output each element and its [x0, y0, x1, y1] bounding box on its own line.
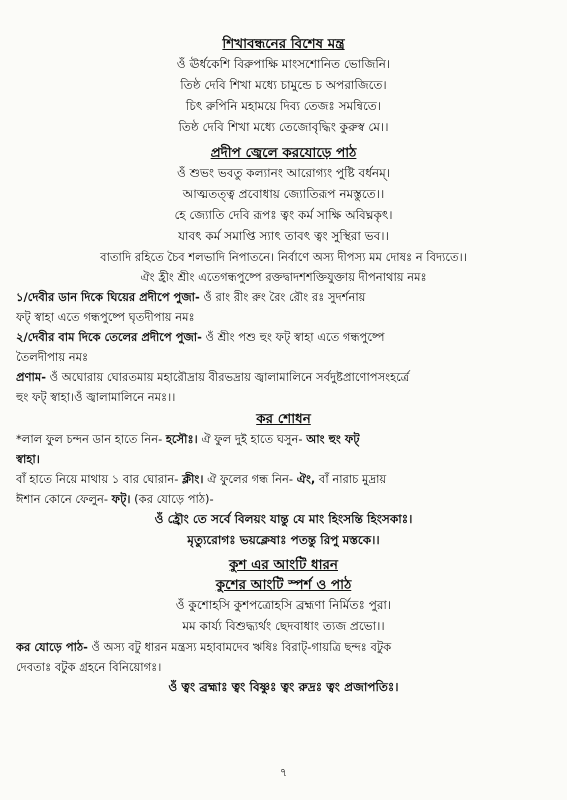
verse-line: ওঁ ত্বং ব্রহ্মাঃ ত্বং বিষ্ণুঃ ত্বং রুদ্রঃ ত্বং প্রজাপতিঃ। [168, 680, 399, 694]
item-pranam [16, 367, 551, 387]
instruction-text: বাঁ হাতে নিয়ে মাথায় ১ বার ঘোরান- [16, 472, 183, 486]
instruction-line [16, 489, 551, 509]
heading-kar-shodhan: কর শোধন [256, 411, 311, 427]
heading-shikha: শিখাবন্ধনের বিশেষ মন্ত্র [222, 36, 345, 52]
instruction-text: বাঁ নারাচ মুদ্রায় [315, 472, 387, 486]
verse-line: তিষ্ঠ দেবি শিখা মধ্যে চামুন্ডে চ অপরাজিতে। [180, 78, 387, 92]
verse-line: ওঁ ঊর্ধকেশি বিরুপাক্ষি মাংসশোনিত ভোজিনি। [176, 57, 391, 71]
instruction-line [16, 429, 551, 449]
heading-pradip: প্রদীপ জ্বেলে করযোড়ে পাঠ [210, 145, 357, 161]
item-line: দেবতাঃ বটুক গ্রহনে বিনিয়োগঃ। [16, 660, 162, 674]
verse-line: যাবৎ কর্ম সমাপ্তি স্যাৎ তাবৎ ত্বং সুস্থিরা ভব।। [178, 229, 389, 243]
mantra-word: ফট্‌। [111, 492, 131, 506]
mantra-word: হসৌঃ। [165, 432, 198, 446]
page-number: ৭ [279, 766, 288, 779]
item-lead: প্রণাম- [16, 370, 47, 384]
mantra-word: আং হুং ফট্‌ [306, 432, 360, 446]
instruction-line [16, 469, 551, 489]
verse-line: ওঁ শুভং ভবতু কল্যানং আরোগ্যং পুষ্টি বর্ধনম্। [176, 166, 391, 180]
instruction-text: ঈশান কোনে ফেলুন- [16, 492, 112, 506]
instruction-text: (কর যোড়ে পাঠ)- [130, 492, 214, 506]
verse-line: চিৎ রুপিনি মহাময়ে দিব্য তেজঃ সমন্বিতে। [185, 99, 382, 113]
mantra-word: ক্লীং। [182, 472, 204, 486]
verse-line: মম কার্য্য বিশুদ্ধ্যর্থং ছেদবাধাং ত্যজ প্রভো।। [182, 619, 385, 633]
prose-line: বাতাদি রহিতে চৈব শলভাদি নিপাতনে। নির্বাণে অস্য দীপস্য মম দোষঃ ন বিদ্যতে।। [100, 250, 467, 264]
item-line: ফট্‌ স্বাহা এতে গন্ধপুষ্পে ঘৃতদীপায় নমঃ [16, 310, 195, 324]
item-ghee-lamp [16, 287, 551, 307]
instruction-text: ঐ ফুলের গন্ধ নিন- [203, 472, 297, 486]
prose-line: ঐং হ্রীং শ্রীং এতেগন্ধপুষ্পে রক্তদ্বাদশশক্তিযুক্তায় দীপনাথায় নমঃ [140, 270, 427, 284]
section-shikha [16, 34, 551, 138]
item-lead: ১/দেবীর ডান দিকে ঘিয়ের প্রদীপে পুজা- [16, 290, 200, 304]
verse-line: হে জ্যোতি দেবি রূপঃ ত্বং কর্ম সাক্ষি অবিঘ্নকৃৎ। [174, 208, 393, 222]
item-lead: ২/দেবীর বাম দিকে তেলের প্রদীপে পুজা- [16, 330, 202, 344]
mantra-word: ঐং, [296, 472, 316, 486]
instruction-text: ঐ ফুল দুই হাতে ঘসুন- [197, 432, 307, 446]
section-pradip [16, 143, 551, 247]
verse-line: ওঁ কুশোহসি কুশপত্রোহসি ব্রহ্মণা নির্মিতঃ পুরা। [175, 598, 392, 612]
verse-line: ওঁ হ্রৌং তে সর্বে বিলয়ং যান্তু যে মাং হিংসন্তি হিংসকাঃ। [154, 512, 413, 526]
item-line: তৈলদীপায় নমঃ [16, 350, 89, 364]
verse-line: তিষ্ঠ দেবি শিখা মধ্যে তেজোবৃদ্ধিং কুরুস্ব মে।। [178, 120, 389, 134]
heading-kush: কুশ এর আংটি ধারন [229, 557, 338, 573]
subheading-kush: কুশের আংটি স্পর্শ ও পাঠ [215, 577, 352, 593]
verse-line: আত্মতত্ত্ব প্রবোধায় জ্যোতিরূপ নমস্তুতে।। [182, 187, 385, 201]
item-line: হুং ফট্‌ স্বাহা।ওঁ জ্বালামালিনে নমঃ।। [16, 390, 176, 404]
instruction-line [16, 637, 551, 657]
item-text: ওঁ শ্রীং পশু হুং ফট্‌ স্বাহা এতে গন্ধপুষ্পে [201, 330, 385, 344]
item-oil-lamp [16, 327, 551, 347]
item-text: ওঁ রাং রীং রুং রৈং রৌং রঃ সুদর্শনায় [199, 290, 366, 304]
item-lead: কর যোড়ে পাঠ- [16, 640, 88, 654]
verse-line: মৃত্যুরোগঃ ভয়ক্লেষাঃ পতন্তু রিপু মস্তকে।। [187, 533, 380, 547]
instruction-text: *লাল ফুল চন্দন ডান হাতে নিন- [16, 432, 166, 446]
item-text: ওঁ অঘোরায় ঘোরতমায় মহারৌদ্রায় বীরভদ্রায় জ্বালামালিনে সর্বদুষ্টপ্রাণোপসংহর্ত্রে [46, 370, 410, 384]
mantra-word: স্বাহা। [16, 452, 40, 466]
item-text: ওঁ অস্য বটু ধারন মন্ত্রস্য মহাবামদেব ঋষিঃ বিরাট্‌-গায়ত্রি ছন্দঃ বটুক [87, 640, 392, 654]
